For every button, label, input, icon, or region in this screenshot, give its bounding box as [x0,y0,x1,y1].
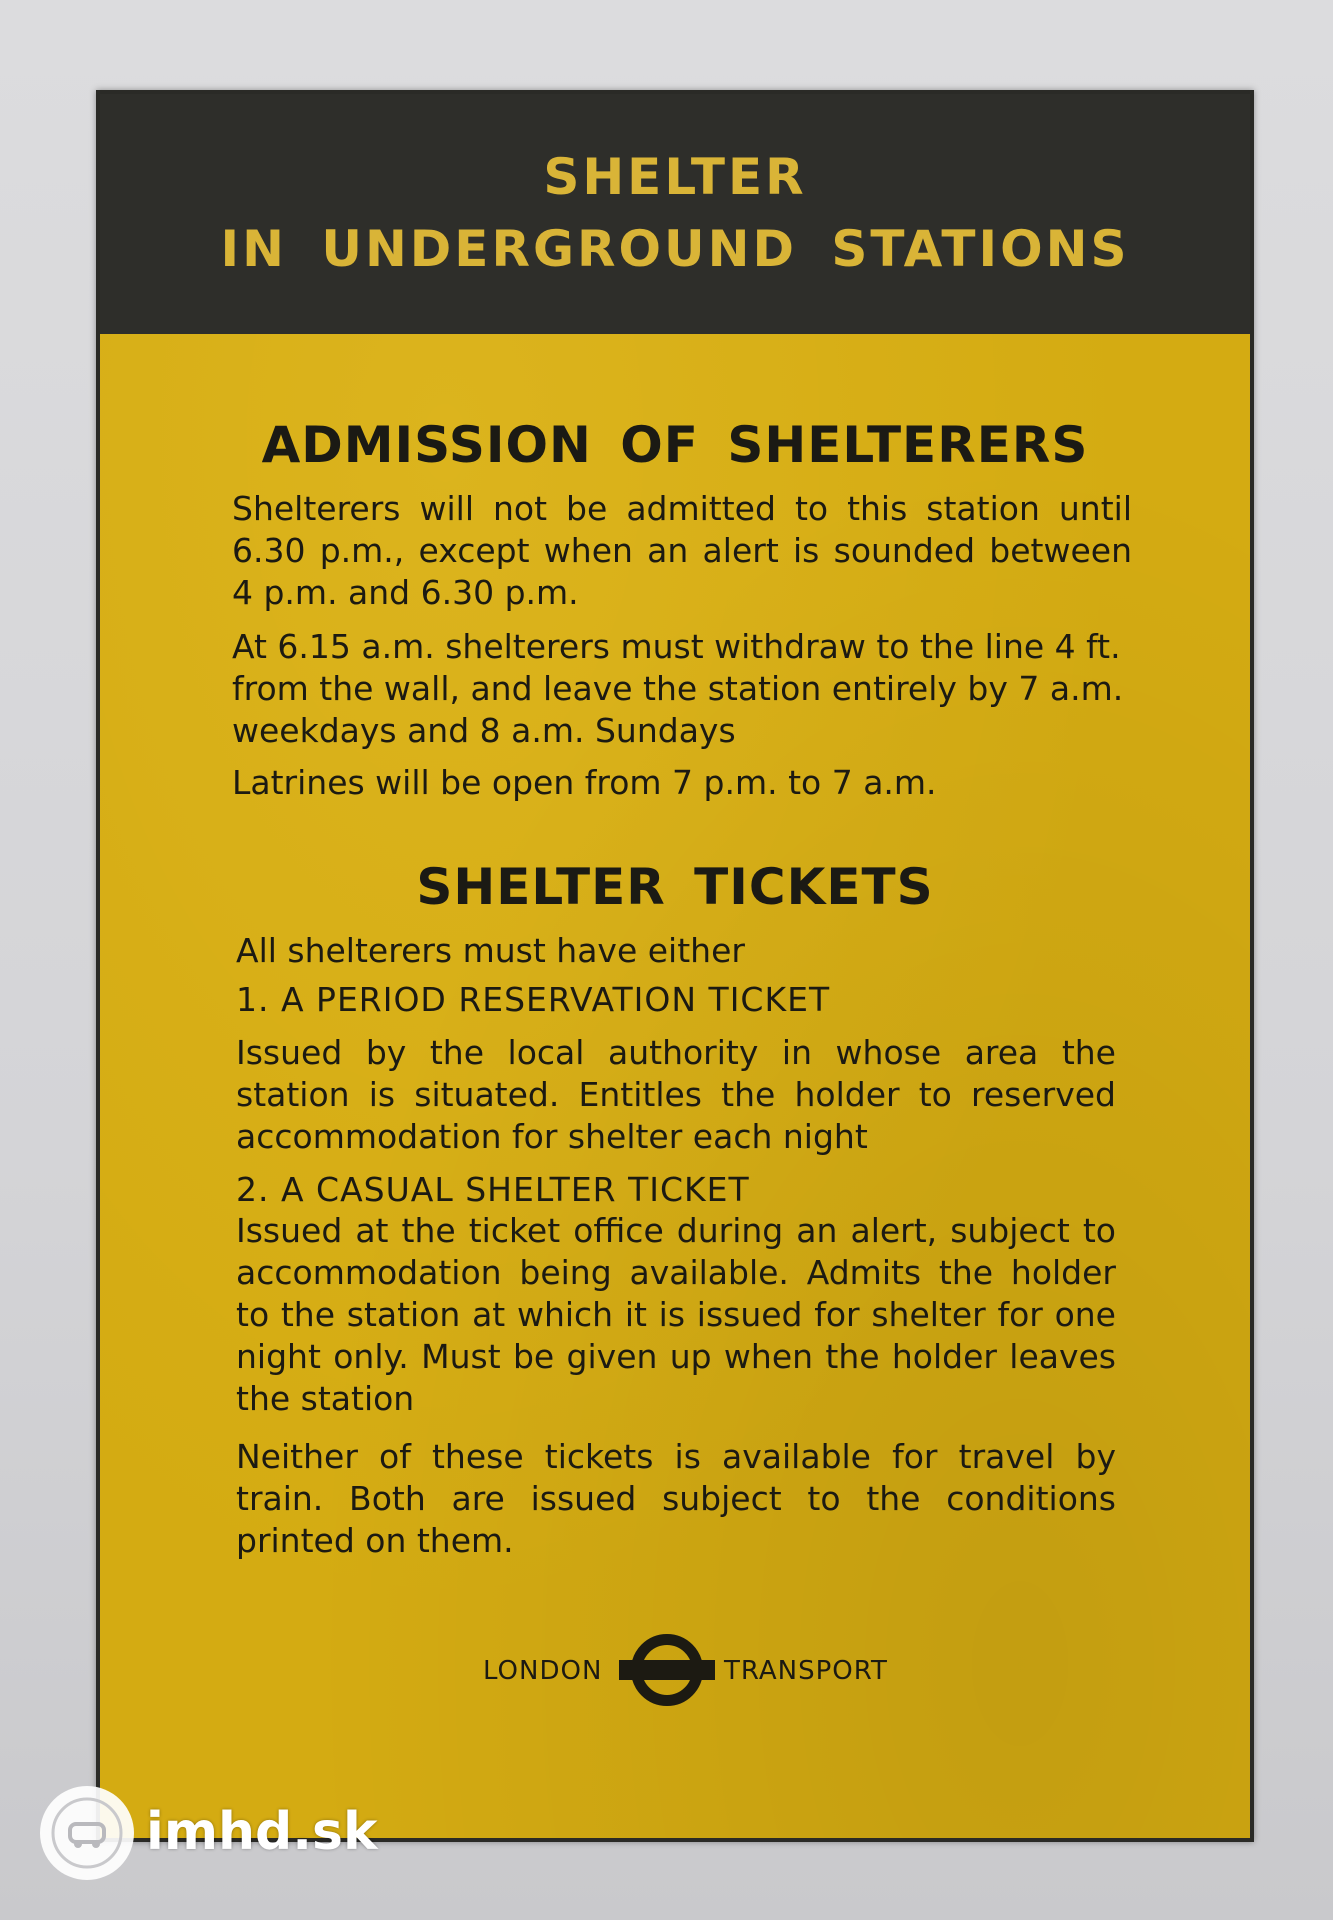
tickets-intro: All shelterers must have either [236,931,745,970]
tickets-heading: SHELTER TICKETS [416,858,934,916]
poster-header [100,94,1250,334]
header-title-line1: SHELTER [543,148,807,206]
ticket-item-text: Issued by the local authority in whose area the station is situated. Entitles the holder to reserved accommodation for shelter each night [236,1033,1116,1156]
header-title-line2: IN UNDERGROUND STATIONS [220,220,1130,278]
admission-heading: ADMISSION OF SHELTERERS [261,416,1089,474]
tickets-footer-note: Neither of these tickets is available for travel by train. Both are issued subject to the conditions printed on them. [236,1437,1116,1560]
admission-paragraph: Latrines will be open from 7 p.m. to 7 a.m. [232,763,937,802]
roundel-bar [619,1660,715,1680]
watermark-text: imhd.sk [146,1802,378,1862]
logo-text-london: LONDON [483,1656,603,1686]
london-transport-logo [100,1634,1250,1714]
watermark-logo-icon [40,1786,134,1880]
poster [100,94,1250,1838]
ticket-item-title: 1. A PERIOD RESERVATION TICKET [236,980,831,1019]
ticket-item-title: 2. A CASUAL SHELTER TICKET [236,1170,750,1209]
watermark [40,1786,378,1882]
logo-text-transport: TRANSPORT [724,1656,888,1686]
admission-paragraph: Shelterers will not be admitted to this station until 6.30 p.m., except when an alert is sounded between 4 p.m. and 6.30 p.m. [232,489,1132,612]
ticket-item-text: Issued at the ticket office during an alert, subject to accommodation being available. Admits the holder to the station at which it is issued for shelter for one night only. Must be given up when the holder leaves the station [236,1211,1116,1418]
admission-paragraph: At 6.15 a.m. shelterers must withdraw to the line 4 ft. from the wall, and leave the station entirely by 7 a.m. weekdays and 8 a.m. Sundays [232,627,1124,750]
